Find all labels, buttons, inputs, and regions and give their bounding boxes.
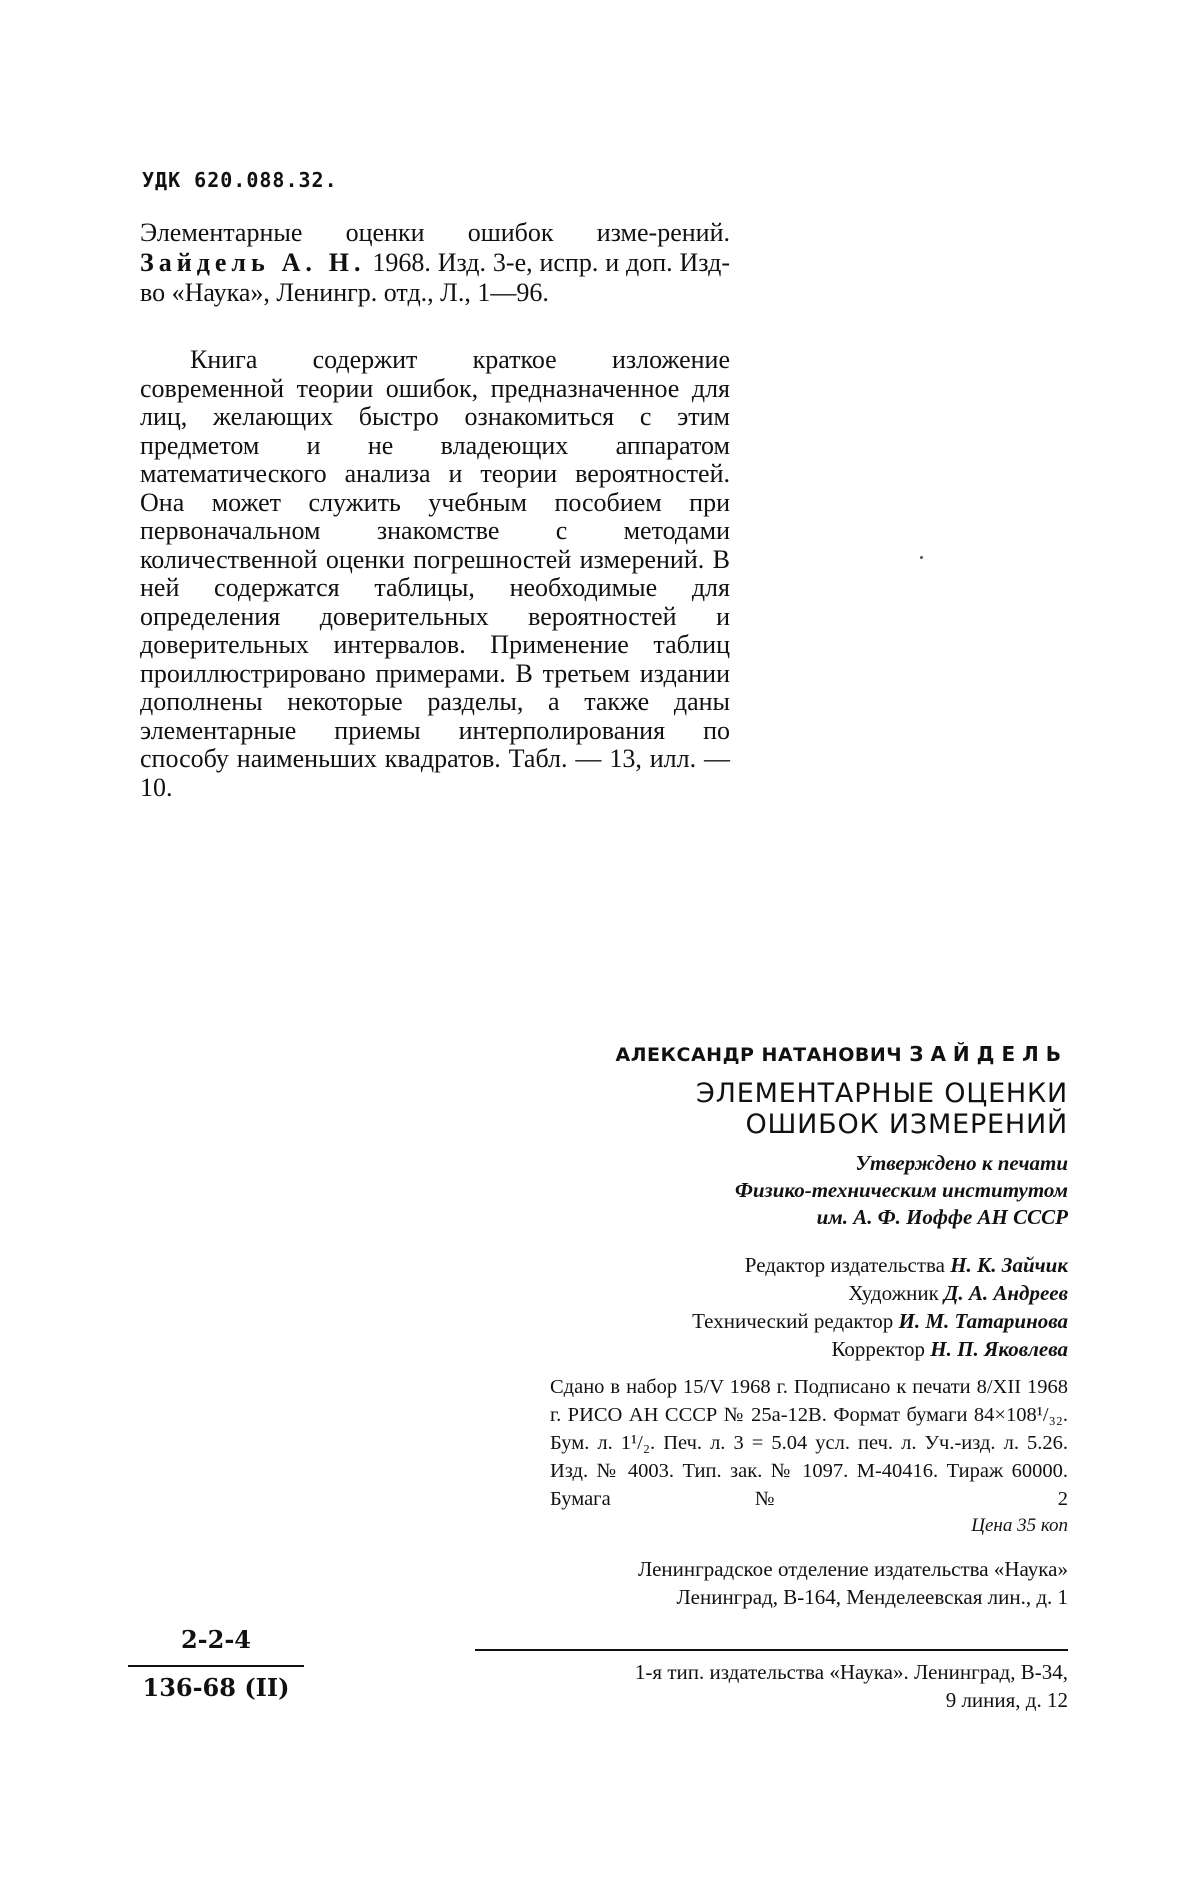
author-given-names: АЛЕКСАНДР НАТАНОВИЧ: [615, 1044, 903, 1066]
bib-title: Элементарные оценки ошибок изме-рений.: [140, 218, 730, 247]
staff-person: Д. А. Андреев: [944, 1281, 1068, 1305]
staff-role: Корректор: [831, 1337, 926, 1361]
staff-person: Н. К. Зайчик: [950, 1253, 1068, 1277]
staff-artist: [480, 1279, 1068, 1307]
approval-line-1: Утверждено к печати: [855, 1151, 1068, 1175]
catalog-code-bottom: 136-68 (II): [142, 1673, 290, 1702]
title-line-1: ЭЛЕМЕНТАРНЫЕ ОЦЕНКИ: [695, 1078, 1068, 1109]
author-surname: ЗАЙДЕЛЬ: [909, 1042, 1068, 1066]
staff-person: Н. П. Яковлева: [930, 1337, 1068, 1361]
publisher-line-1: Ленинградское отделение издательства «Наука»: [637, 1557, 1068, 1581]
staff-role: Художник: [848, 1281, 939, 1305]
staff-editor: [480, 1251, 1068, 1279]
catalog-code: [128, 1623, 304, 1705]
staff-list: [480, 1251, 1068, 1363]
approval-note: [480, 1150, 1068, 1231]
staff-person: И. М. Татаринова: [898, 1309, 1068, 1333]
udk-code: УДК 620.088.32.: [142, 168, 338, 192]
approval-line-2: Физико-техническим институтом: [735, 1178, 1068, 1202]
catalog-code-top: 2-2-4: [128, 1623, 304, 1667]
bib-author: Зайдель А. Н.: [140, 248, 366, 277]
title-line-2: ОШИБОК ИЗМЕРЕНИЙ: [745, 1109, 1068, 1140]
colophon-title: [480, 1078, 1068, 1140]
price: Цена 35 коп: [971, 1515, 1068, 1536]
abstract-text: Книга содержит краткое изложение современной теории ошибок, предназначенное для лиц, желающих быстро ознакомиться с этим предметом и не владеющих аппаратом математического анализа и теории вероятностей. Она может служить учебным пособием при первоначальном знакомстве с методами количественной оценки погрешностей измерений. В ней содержатся таблицы, необходимые для определения доверительных вероятностей и доверительных интервалов. Применение таблиц проиллюстрировано примерами. В третьем издании дополнены некоторые разделы, а также даны элементарные приемы интерполирования по способу наименьших квадратов. Табл. — 13, илл. — 10.: [140, 345, 730, 802]
staff-role: Редактор издательства: [744, 1253, 945, 1277]
publisher-line-2: Ленинград, В-164, Менделеевская лин., д. 1: [676, 1585, 1068, 1609]
bibliographic-entry: [140, 218, 730, 308]
approval-line-3: им. А. Ф. Иоффе АН СССР: [816, 1205, 1068, 1229]
bib-details: 1968. Изд. 3-е, испр. и доп. Изд-во «Наука», Ленингр. отд., Л., 1—96.: [140, 248, 730, 307]
print-details: Сдано в набор 15/V 1968 г. Подписано к печати 8/XII 1968 г. РИСО АН СССР № 25а-12В. Формат бумаги 84×108¹/₃₂. Бум. л. 1¹/₂. Печ. л. 3 = 5.04 усл. печ. л. Уч.-изд. л. 5.26. Изд. № 4003. Тип. зак. № 1097. М-40416. Тираж 60000. Бумага № 2: [550, 1376, 1068, 1510]
staff-proofreader: [480, 1335, 1068, 1363]
abstract: [140, 346, 730, 802]
printery-info: [460, 1658, 1068, 1714]
colophon: [480, 1042, 1068, 1611]
publisher-info: [480, 1555, 1068, 1611]
divider-rule: [475, 1649, 1068, 1651]
printery-line-2: 9 линия, д. 12: [945, 1688, 1068, 1712]
staff-role: Технический редактор: [692, 1309, 894, 1333]
print-speck: [920, 556, 923, 559]
printery-line-1: 1-я тип. издательства «Наука». Ленинград, В-34,: [634, 1660, 1068, 1684]
staff-tech-editor: [480, 1307, 1068, 1335]
colophon-author: [480, 1042, 1068, 1066]
